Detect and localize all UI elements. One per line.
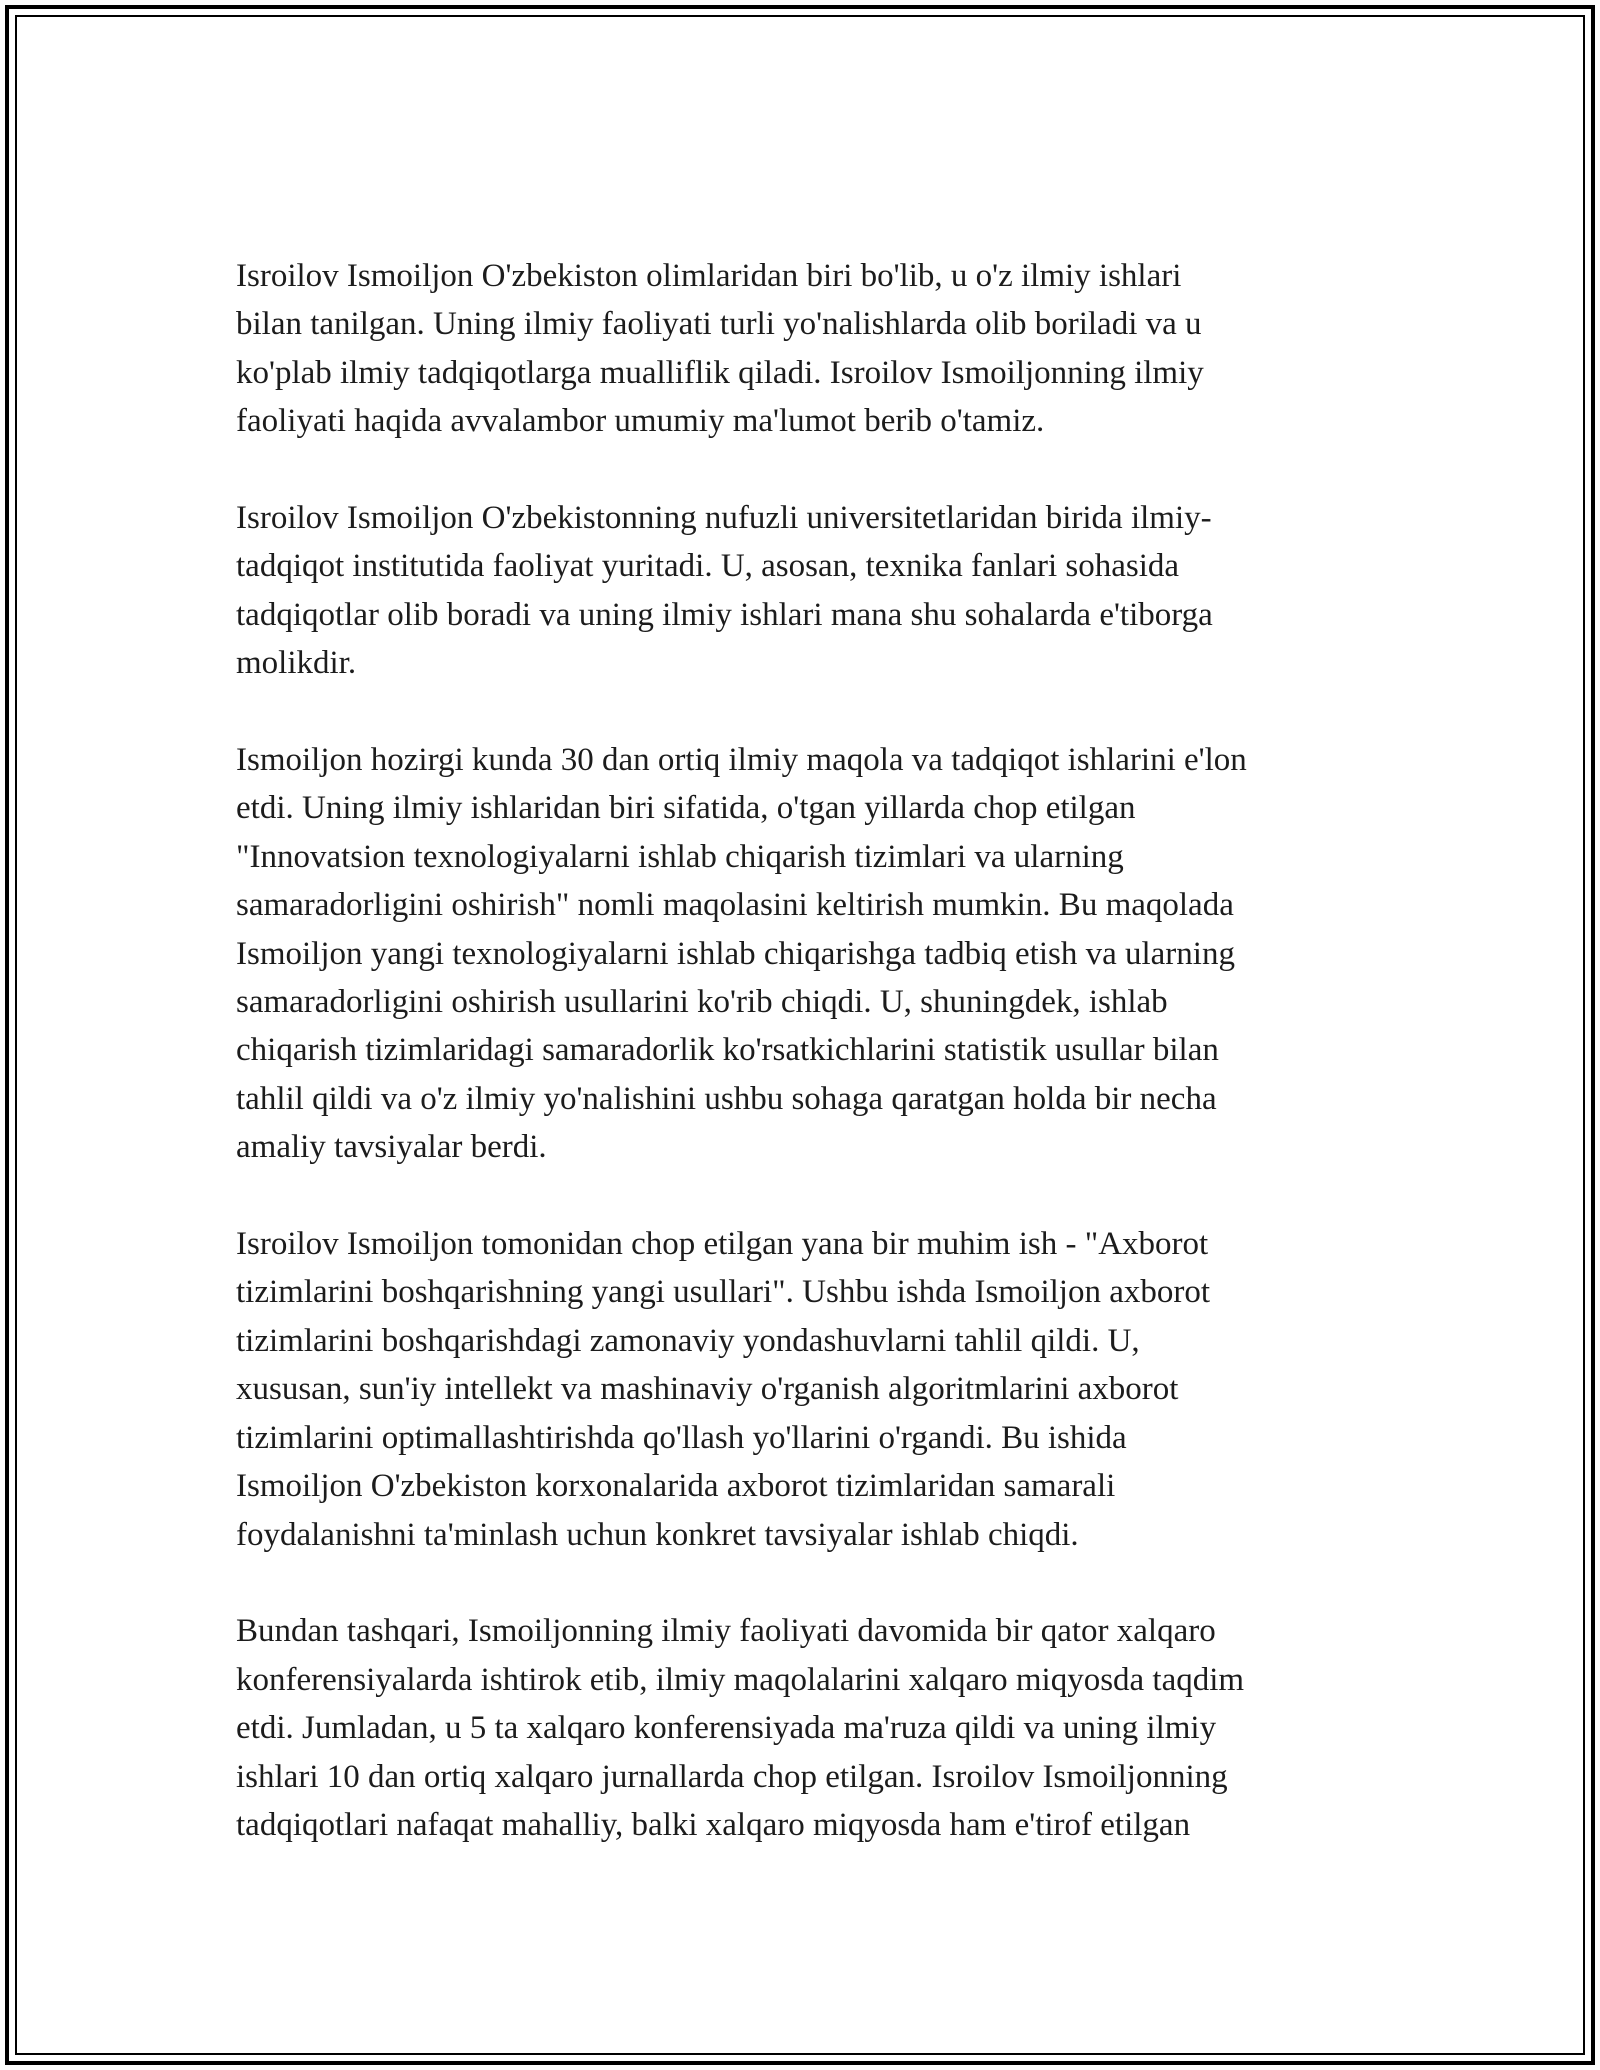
paragraph-3 xyxy=(236,736,1376,1172)
text-line: "Innovatsion texnologiyalarni ishlab chiqarish tizimlari va ularning xyxy=(236,838,1124,875)
text-line: Ismoiljon O'zbekiston korxonalarida axborot tizimlaridan samarali xyxy=(236,1468,1116,1505)
text-line: Ismoiljon yangi texnologiyalarni ishlab chiqarishga tadbiq etish va ularning xyxy=(236,935,1235,972)
text-line: etdi. Uning ilmiy ishlaridan biri sifatida, o'tgan yillarda chop etilgan xyxy=(236,790,1136,827)
text-line: samaradorligini oshirish" nomli maqolasini keltirish mumkin. Bu maqolada xyxy=(236,887,1234,924)
text-line: tizimlarini boshqarishdagi zamonaviy yondashuvlarni tahlil qildi. U, xyxy=(236,1322,1140,1359)
text-line: bilan tanilgan. Uning ilmiy faoliyati turli yo'nalishlarda olib boriladi va u xyxy=(236,306,1202,343)
paragraph-2 xyxy=(236,494,1376,688)
text-line: samaradorligini oshirish usullarini ko'rib chiqdi. U, shuningdek, ishlab xyxy=(236,984,1168,1021)
text-line: tizimlarini boshqarishning yangi usullari". Ushbu ishda Ismoiljon axborot xyxy=(236,1274,1211,1311)
text-line: tadqiqotlari nafaqat mahalliy, balki xalqaro miqyosda ham e'tirof etilgan xyxy=(236,1806,1191,1843)
text-line: Isroilov Ismoiljon O'zbekistonning nufuzli universitetlaridan birida ilmiy- xyxy=(236,500,1212,537)
text-line: ko'plab ilmiy tadqiqotlarga mualliflik qiladi. Isroilov Ismoiljonning ilmiy xyxy=(236,354,1204,391)
text-line: Ismoiljon hozirgi kunda 30 dan ortiq ilmiy maqola va tadqiqot ishlarini e'lon xyxy=(236,742,1247,779)
text-line: tadqiqotlar olib boradi va uning ilmiy ishlari mana shu sohalarda e'tiborga xyxy=(236,596,1213,633)
text-line: amaliy tavsiyalar berdi. xyxy=(236,1129,547,1166)
text-line: Bundan tashqari, Ismoiljonning ilmiy faoliyati davomida bir qator xalqaro xyxy=(236,1613,1216,1650)
text-line: tizimlarini optimallashtirishda qo'llash yo'llarini o'rgandi. Bu ishida xyxy=(236,1419,1127,1456)
paragraph-5 xyxy=(236,1607,1376,1849)
text-line: ishlari 10 dan ortiq xalqaro jurnallarda chop etilgan. Isroilov Ismoiljonning xyxy=(236,1758,1228,1795)
text-line: Isroilov Ismoiljon tomonidan chop etilgan yana bir muhim ish - "Axborot xyxy=(236,1226,1209,1263)
document-body xyxy=(236,252,1376,1898)
text-line: etdi. Jumladan, u 5 ta xalqaro konferensiyada ma'ruza qildi va uning ilmiy xyxy=(236,1710,1217,1747)
text-line: xususan, sun'iy intellekt va mashinaviy o'rganish algoritmlarini axborot xyxy=(236,1371,1179,1408)
text-line: tadqiqot institutida faoliyat yuritadi. U, asosan, texnika fanlari sohasida xyxy=(236,548,1180,585)
text-line: chiqarish tizimlaridagi samaradorlik ko'rsatkichlarini statistik usullar bilan xyxy=(236,1032,1219,1069)
text-line: Isroilov Ismoiljon O'zbekiston olimlaridan biri bo'lib, u o'z ilmiy ishlari xyxy=(236,258,1182,294)
text-line: tahlil qildi va o'z ilmiy yo'nalishini ushbu sohaga qaratgan holda bir necha xyxy=(236,1080,1217,1117)
paragraph-1 xyxy=(236,252,1376,446)
text-line: molikdir. xyxy=(236,645,357,682)
paragraph-4 xyxy=(236,1220,1376,1559)
text-line: konferensiyalarda ishtirok etib, ilmiy maqolalarini xalqaro miqyosda taqdim xyxy=(236,1661,1245,1698)
text-line: foydalanishni ta'minlash uchun konkret tavsiyalar ishlab chiqdi. xyxy=(236,1516,1079,1553)
text-line: faoliyati haqida avvalambor umumiy ma'lumot berib o'tamiz. xyxy=(236,403,1045,440)
